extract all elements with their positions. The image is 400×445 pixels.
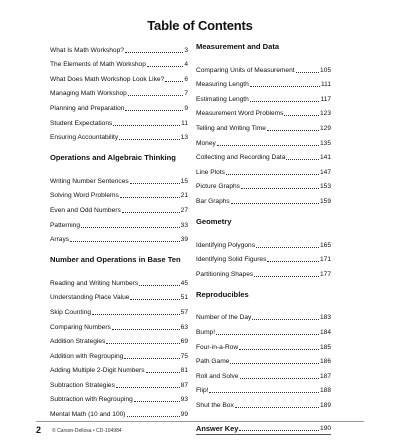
toc-entry [50,288,188,303]
dot-leader [284,115,319,116]
toc-entry [196,250,331,265]
toc-entry-page: 105 [319,66,331,74]
toc-entry-page: 111 [320,81,331,89]
toc-entry-page: 185 [319,343,331,351]
toc-entry-label: Flip! [196,387,209,395]
toc-entry-page: 27 [180,206,188,214]
toc-entry-label: Picture Graphs [196,183,240,191]
toc-entry-label: Bar Graphs [196,197,230,205]
toc-entry-label: Comparing Numbers [50,323,111,331]
toc-entry-page: 6 [184,75,188,83]
toc-entry-page: 189 [319,401,331,409]
toc-entry-label: Identifying Polygons [196,241,256,249]
toc-entry [196,235,331,250]
dot-leader [239,430,319,431]
toc-entry-label: Solving Word Problems [50,192,119,200]
toc-entry-label: Adding Multiple 2-Digit Numbers [50,367,145,375]
toc-entry-label: Identifying Solid Figures [196,256,267,264]
toc-entry-page: 33 [180,221,188,229]
toc-entry-page: 184 [319,328,331,336]
section-heading: Operations and Algebraic Thinking [50,153,176,163]
toc-entry [50,84,188,99]
toc-entry-label: Measuring Length [196,81,249,89]
toc-entry-page: 123 [319,110,331,118]
toc-entry-label: Managing Math Workshop [50,90,127,98]
toc-entry-label: Reading and Writing Numbers [50,279,139,287]
dot-leader [122,212,180,213]
dot-leader [254,276,319,277]
toc-entry-label: Ensuring Accountability [50,134,119,142]
section-heading: Reproducibles [196,289,249,299]
toc-entry-label: Bump! [196,328,216,336]
dot-leader [128,95,183,96]
dot-leader [147,66,183,67]
toc-entry-label: Path Game [196,358,230,366]
toc-entry [196,308,331,323]
toc-entry [196,264,331,279]
toc-entry-page: 165 [319,241,331,249]
toc-entry [196,177,331,192]
toc-entry [196,191,331,206]
toc-entry [196,395,331,410]
dot-leader [92,314,180,315]
toc-entry-page: 87 [180,381,188,389]
toc-entry [196,104,331,119]
footer-divider [36,421,364,422]
toc-entry-page: 171 [319,256,331,264]
toc-entry [196,60,331,75]
answer-key-label: Answer Key [196,424,239,434]
toc-entry-page: 57 [180,308,188,316]
dot-leader [267,261,319,262]
toc-entry-page: 69 [180,338,188,346]
toc-entry-page: 11 [181,119,188,127]
toc-entry-page: 21 [180,192,188,200]
toc-entry-page: 13 [180,134,188,142]
toc-entry-page: 141 [319,154,331,162]
toc-entry [50,98,188,113]
dot-leader [267,130,319,131]
toc-entry-page: 183 [319,314,331,322]
dot-leader [296,72,319,73]
dot-leader [216,334,319,335]
dot-leader [130,183,180,184]
dot-leader [81,227,180,228]
toc-entry [196,148,331,163]
toc-entry-label: Patterning [50,221,81,229]
dot-leader [70,241,180,242]
dot-leader [240,378,319,379]
toc-entry [50,273,188,288]
toc-entry-label: Subtraction Strategies [50,381,115,389]
toc-entry-label: Skip Counting [50,308,92,316]
dot-leader [231,203,319,204]
toc-entry-page: 9 [184,104,188,112]
toc-entry-page: 75 [180,352,188,360]
toc-entry-label: Student Expectations [50,119,113,127]
toc-entry-label: Collecting and Recording Data [196,154,286,162]
toc-entry-label: What Is Math Workshop? [50,46,124,54]
toc-entry-label: Telling and Writing Time [196,124,266,132]
toc-entry-label: Number of the Day [196,314,252,322]
toc-entry [196,322,331,337]
toc-entry [50,215,188,230]
toc-entry [50,317,188,332]
toc-entry-page: 81 [180,367,188,375]
dot-leader [125,52,183,53]
dot-leader [106,343,179,344]
dot-leader [119,139,179,140]
toc-entry [196,162,331,177]
toc-entry [50,40,188,55]
toc-entry [50,186,188,201]
dot-leader [217,145,319,146]
dot-leader [125,110,183,111]
toc-entry-page: 51 [180,294,188,302]
toc-entry-page: 188 [319,387,331,395]
toc-entry [196,75,331,90]
toc-entry-label: Addition with Regrouping [50,352,124,360]
toc-entry-page: 147 [319,168,331,176]
dot-leader [113,125,180,126]
dot-leader [209,392,319,393]
dot-leader [112,329,180,330]
toc-entry [196,337,331,352]
toc-entry-page: 15 [180,177,188,185]
toc-entry-label: The Elements of Math Workshop [50,61,146,69]
toc-entry-label: Planning and Preparation [50,104,125,112]
toc-entry [196,118,331,133]
section-heading: Geometry [196,216,232,226]
toc-entry [50,346,188,361]
dot-leader [250,101,320,102]
answer-key-page: 190 [319,425,331,433]
toc-entry [50,375,188,390]
toc-entry-page: 129 [319,124,331,132]
toc-entry-label: What Does Math Workshop Look Like? [50,75,165,83]
dot-leader [241,188,319,189]
toc-entry-label: Roll and Solve [196,372,239,380]
toc-entry-label: Understanding Place Value [50,294,130,302]
dot-leader [226,174,319,175]
toc-left-column [50,40,188,419]
toc-entry-label: Estimating Length [196,95,249,103]
toc-entry [50,404,188,419]
dot-leader [235,407,319,408]
toc-entry [50,55,188,70]
dot-leader [239,349,319,350]
toc-entry [50,361,188,376]
toc-entry [196,381,331,396]
toc-entry-page: 186 [319,358,331,366]
dot-leader [286,159,319,160]
dot-leader [124,358,179,359]
copyright-text: © Carson-Dellosa • CD-104984 [52,428,122,434]
toc-entry-label: Shut the Box [196,401,234,409]
dot-leader [134,401,180,402]
toc-entry [196,366,331,381]
toc-entry-label: Four-in-a-Row [196,343,239,351]
toc-entry-label: Writing Number Sentences [50,177,129,185]
toc-entry [196,133,331,148]
toc-entry-label: Subtraction with Regrouping [50,396,133,404]
toc-entry-page: 63 [180,323,188,331]
dot-leader [120,197,180,198]
answer-key-divider [196,434,331,435]
toc-entry-page: 45 [180,279,188,287]
dot-leader [116,387,180,388]
toc-entry [50,302,188,317]
toc-entry-label: Line Plots [196,168,225,176]
toc-entry-page: 93 [180,396,188,404]
toc-right-column [196,40,331,435]
toc-entry-label: Measurement Word Problems [196,110,284,118]
toc-entry [50,332,188,347]
dot-leader [127,416,180,417]
section-heading: Number and Operations in Base Ten [50,255,181,265]
toc-entry-page: 159 [319,197,331,205]
dot-leader [230,363,319,364]
toc-entry [50,113,188,128]
toc-entry [50,69,188,84]
toc-entry-page: 135 [319,139,331,147]
toc-entry [50,171,188,186]
dot-leader [139,285,179,286]
toc-entry-label: Even and Odd Numbers [50,206,121,214]
toc-entry-label: Comparing Units of Measurement [196,66,295,74]
section-heading: Measurement and Data [196,42,280,51]
toc-entry-page: 7 [184,90,188,98]
toc-entry [50,230,188,245]
dot-leader [130,299,179,300]
toc-entry-page: 117 [320,95,331,103]
toc-entry-label: Mental Math (10 and 100) [50,411,126,419]
toc-entry [50,390,188,405]
toc-entry-page: 177 [319,270,331,278]
toc-entry [196,352,331,367]
toc-entry-label: Partitioning Shapes [196,270,254,278]
dot-leader [250,86,320,87]
toc-entry-label: Arrays [50,236,70,244]
toc-entry-page: 39 [180,236,188,244]
page-number: 2 [36,425,42,435]
dot-leader [252,319,319,320]
toc-entry [50,128,188,143]
toc-entry-page: 3 [184,46,188,54]
toc-entry-page: 4 [184,61,188,69]
toc-entry-page: 187 [319,372,331,380]
toc-entry-label: Money [196,139,216,147]
toc-entry [196,89,331,104]
toc-entry [50,200,188,215]
dot-leader [256,247,319,248]
toc-entry-page: 153 [319,183,331,191]
page-title: Table of Contents [147,18,253,33]
toc-entry-page: 99 [180,411,188,419]
dot-leader [146,372,180,373]
toc-entry-label: Addition Strategies [50,338,106,346]
dot-leader [165,81,183,82]
